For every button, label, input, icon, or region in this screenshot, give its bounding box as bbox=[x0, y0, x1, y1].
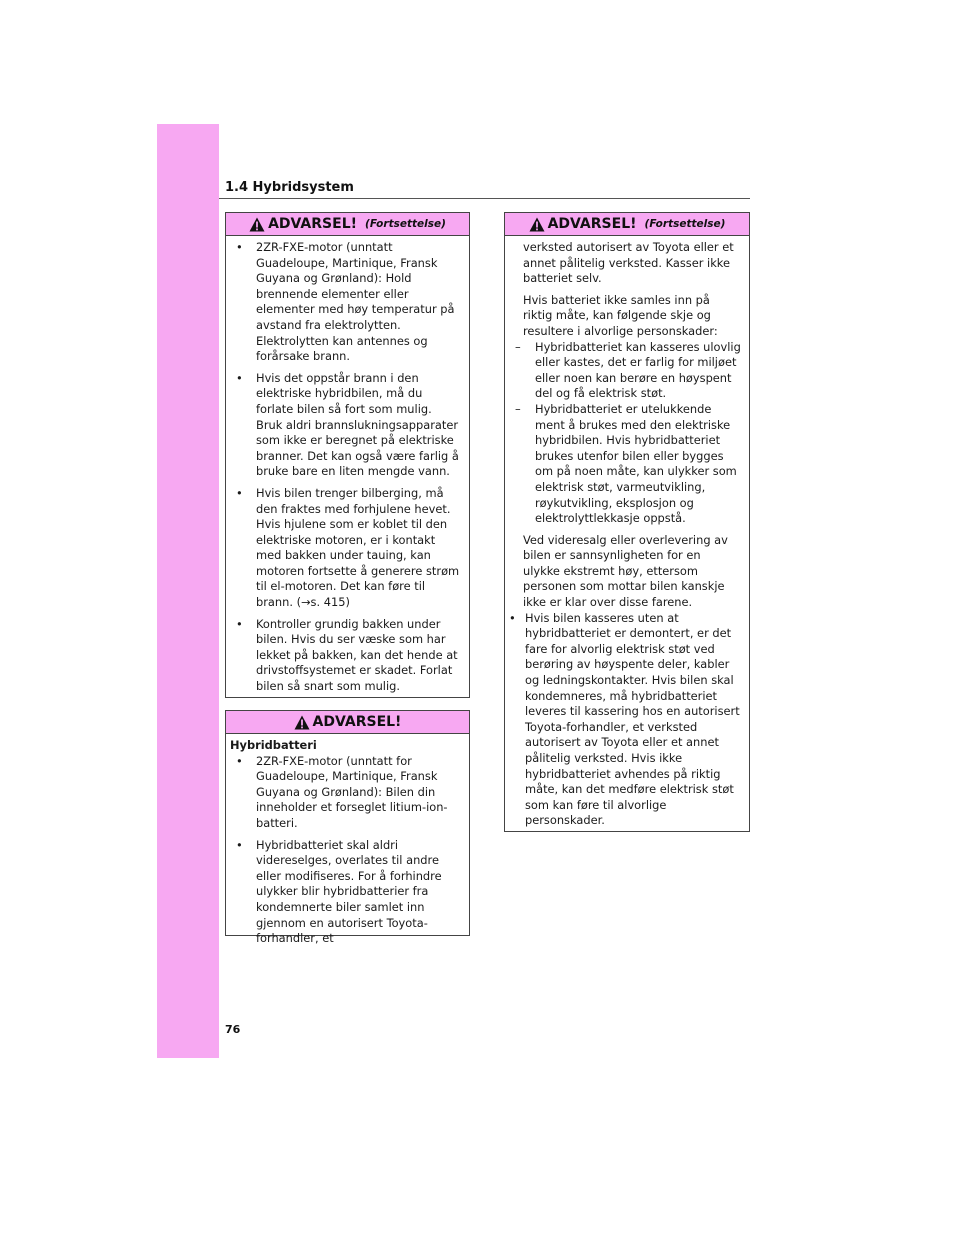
bullet-glyph: • bbox=[236, 240, 243, 254]
list-item-text: Kontroller grundig bakken under bilen. Hvis du ser væske som har lekket på bakken, kan det hende at drivstoffsystemet er skadet. Forlat bilen så snart som mulig. bbox=[256, 616, 458, 694]
list-item bbox=[230, 838, 461, 947]
list-item bbox=[234, 617, 461, 695]
section-header bbox=[219, 176, 750, 199]
list-item-text: Hybridbatteriet skal aldri videreselges, overlates til andre eller modifiseres. For å forhindre ulykker blir hybridbatterier fra kondemnerte biler samlet inn gjennom en autorisert Toyota-forhandler, et bbox=[256, 837, 442, 946]
side-tab-margin bbox=[157, 124, 219, 1058]
list-item-text: 2ZR-FXE-motor (unntatt for Guadeloupe, Martinique, Fransk Guyana og Grønland): Bilen din inneholder et forseglet litium-ion-batteri. bbox=[256, 753, 448, 830]
warning-triangle-icon bbox=[294, 715, 310, 730]
section-title: 1.4 Hybridsystem bbox=[225, 180, 354, 195]
continued-label: (Fortsettelse) bbox=[644, 218, 726, 230]
warning-box-continued-right bbox=[504, 212, 750, 832]
warning-title: ADVARSEL! bbox=[268, 216, 358, 232]
dash-item bbox=[509, 340, 741, 402]
list-item-text: Hvis det oppstår brann i den elektriske hybridbilen, må du forlate bilen så fort som mulig. Bruk aldri brannslukningsapparater som ikke er beregnet på elektriske branner. Det kan også være farlig å bruke bare en liten mengde vann. bbox=[256, 370, 459, 479]
dash-item-text: Hybridbatteriet er utelukkende ment å brukes med den elektriske hybridbilen. Hvis hybridbatteriet brukes utenfor bilen eller bygges om på noen måte, kan ulykker som elektrisk støt, varmeutvikling, røykutvikling, eksplosjon og elektrolyttlekkasje oppstå. bbox=[535, 401, 737, 526]
warning-triangle-icon bbox=[529, 217, 545, 232]
warning-header bbox=[226, 711, 469, 734]
warning-box-hybrid-battery bbox=[225, 710, 470, 946]
dash-glyph: – bbox=[515, 401, 521, 416]
warning-title: ADVARSEL! bbox=[312, 714, 402, 730]
subheading: Hybridbatteri bbox=[230, 738, 317, 752]
list-item bbox=[509, 611, 741, 829]
warning-header bbox=[505, 213, 749, 236]
warning-body bbox=[226, 734, 469, 953]
bullet-glyph: • bbox=[236, 485, 243, 500]
warning-triangle-icon bbox=[249, 217, 265, 232]
warning-title: ADVARSEL! bbox=[547, 216, 637, 232]
continuation-text: verksted autorisert av Toyota eller et annet pålitelig verksted. Kasser ikke batteriet selv. bbox=[523, 240, 734, 286]
list-item-text: Hvis bilen trenger bilberging, må den fraktes med forhjulene hevet. Hvis hjulene som er koblet til den elektriske motoren, er i kontakt med bakken under tauing, kan motoren fortsette å generere strøm til el-motoren. Det kan føre til brann. (→s. 415) bbox=[256, 485, 460, 610]
bullet-glyph: • bbox=[236, 370, 243, 385]
bullet-glyph: • bbox=[236, 753, 243, 768]
continued-label: (Fortsettelse) bbox=[365, 218, 446, 230]
resale-text: Ved videresalg eller overlevering av bilen er sannsynligheten for en ulykke ekstremt høy, ettersom personen som mottar bilen kanskje ikke er klar over disse farene. bbox=[523, 532, 728, 610]
page-number: 76 bbox=[225, 1023, 241, 1036]
bullet-glyph: • bbox=[236, 616, 243, 631]
warning-box-continued-left bbox=[225, 212, 470, 698]
dash-item-text: Hybridbatteriet kan kasseres ulovlig eller kastes, det er farlig for miljøet eller noen kan berøre en høyspent del og få elektrisk støt. bbox=[535, 339, 741, 401]
list-item-text: 2ZR-FXE-motor (unntatt Guadeloupe, Martinique, Fransk Guyana og Grønland): Hold brennende elementer eller elementer med høy temperatur på avstand fra elektrolytten. Elektrolytten kan antennes og forårsake brann. bbox=[256, 240, 455, 364]
bullet-glyph: • bbox=[236, 837, 243, 852]
warning-body bbox=[226, 236, 469, 701]
warning-header bbox=[226, 213, 469, 236]
warning-body bbox=[505, 236, 749, 835]
dash-glyph: – bbox=[515, 339, 521, 354]
list-item bbox=[234, 371, 461, 480]
list-item-text: Hvis bilen kasseres uten at hybridbatteriet er demontert, er det fare for alvorlig elektrisk støt ved berøring av høyspente deler, kabler og ledningskontakter. Hvis bilen skal kondemneres, må hybridbatteriet leveres til kassering hos en autorisert Toyota-forhandler, et verksted autorisert av Toyota eller et annet pålitelig verksted. Hvis ikke hybridbatteriet avhendes på riktig måte, kan det medføre elektrisk støt som kan føre til alvorlige personskader. bbox=[525, 610, 740, 828]
bullet-glyph: • bbox=[509, 610, 516, 625]
dash-item bbox=[509, 402, 741, 527]
intro-text: Hvis batteriet ikke samles inn på riktig måte, kan følgende skje og resultere i alvorlige personskader: bbox=[523, 292, 718, 338]
list-item bbox=[230, 754, 461, 832]
list-item bbox=[234, 486, 461, 611]
list-item bbox=[234, 240, 461, 365]
